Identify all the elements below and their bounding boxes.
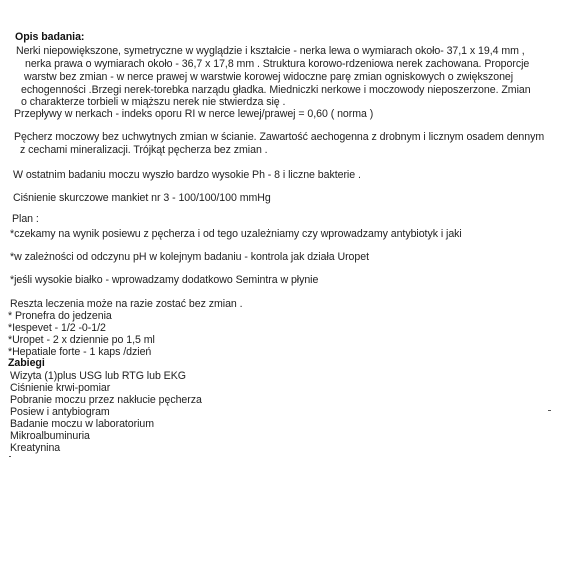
description-line: warstw bez zmian - w nerce prawej w warstwie korowej widoczne parę zmian ogniskowych o zwiększonej (24, 71, 514, 83)
medication-item: *Uropet - 2 x dziennie po 1,5 ml (8, 334, 155, 346)
description-line: Przepływy w nerkach - indeks oporu RI w nerce lewej/prawej = 0,60 ( norma ) (14, 108, 374, 120)
description-heading: Opis badania: (15, 31, 85, 43)
procedure-item: Pobranie moczu przez nakłucie pęcherza (10, 394, 202, 406)
description-line: nerka prawa o wymiarach około - 36,7 x 17,8 mm . Struktura korowo-rdzeniowa nerek zachowana. Proporcje (25, 58, 530, 70)
scan-speck (548, 410, 551, 411)
description-line: o charakterze torbieli w miąższu nerek nie stwierdza się . (21, 96, 286, 108)
medication-item: *Hepatiale forte - 1 kaps /dzień (8, 346, 152, 358)
procedure-item: Kreatynina (10, 442, 61, 454)
plan-item: *czekamy na wynik posiewu z pęcherza i od tego uzależniamy czy wprowadzamy antybiotyk i jaki (10, 228, 462, 240)
bladder-line: z cechami mineralizacji. Trójkąt pęcherza bez zmian . (20, 144, 268, 156)
procedure-item: Badanie moczu w laboratorium (10, 418, 155, 430)
description-line: echogenności .Brzegi nerek-torebka narządu gładka. Miedniczki nerkowe i moczowody nieposzerzone. Zmian (21, 84, 531, 96)
blood-pressure-text: Ciśnienie skurczowe mankiet nr 3 - 100/100/100 mmHg (13, 192, 271, 204)
procedure-item: Ciśnienie krwi-pomiar (10, 382, 111, 394)
procedure-item: Posiew i antybiogram (10, 406, 110, 418)
treatment-intro: Reszta leczenia może na razie zostać bez zmian . (10, 298, 243, 310)
medication-item: *Iespevet - 1/2 -0-1/2 (8, 322, 106, 334)
plan-heading: Plan : (12, 213, 39, 225)
scan-speck (9, 456, 11, 457)
procedure-item: Mikroalbuminuria (10, 430, 90, 442)
plan-item: *w zależności od odczynu pH w kolejnym badaniu - kontrola jak działa Uropet (10, 251, 369, 263)
plan-item: *jeśli wysokie białko - wprowadzamy dodatkowo Semintra w płynie (10, 274, 319, 286)
bladder-line: Pęcherz moczowy bez uchwytnych zmian w ścianie. Zawartość aechogenna z drobnym i licznym osadem dennym (14, 131, 545, 143)
description-line: Nerki niepowiększone, symetryczne w wyglądzie i kształcie - nerka lewa o wymiarach około- 37,1 x 19,4 mm , (16, 45, 525, 57)
procedure-item: Wizyta (1)plus USG lub RTG lub EKG (10, 370, 186, 382)
procedures-heading: Zabiegi (8, 357, 45, 369)
urine-test-text: W ostatnim badaniu moczu wyszło bardzo wysokie Ph - 8 i liczne bakterie . (13, 169, 361, 181)
medication-item: * Pronefra do jedzenia (8, 310, 112, 322)
